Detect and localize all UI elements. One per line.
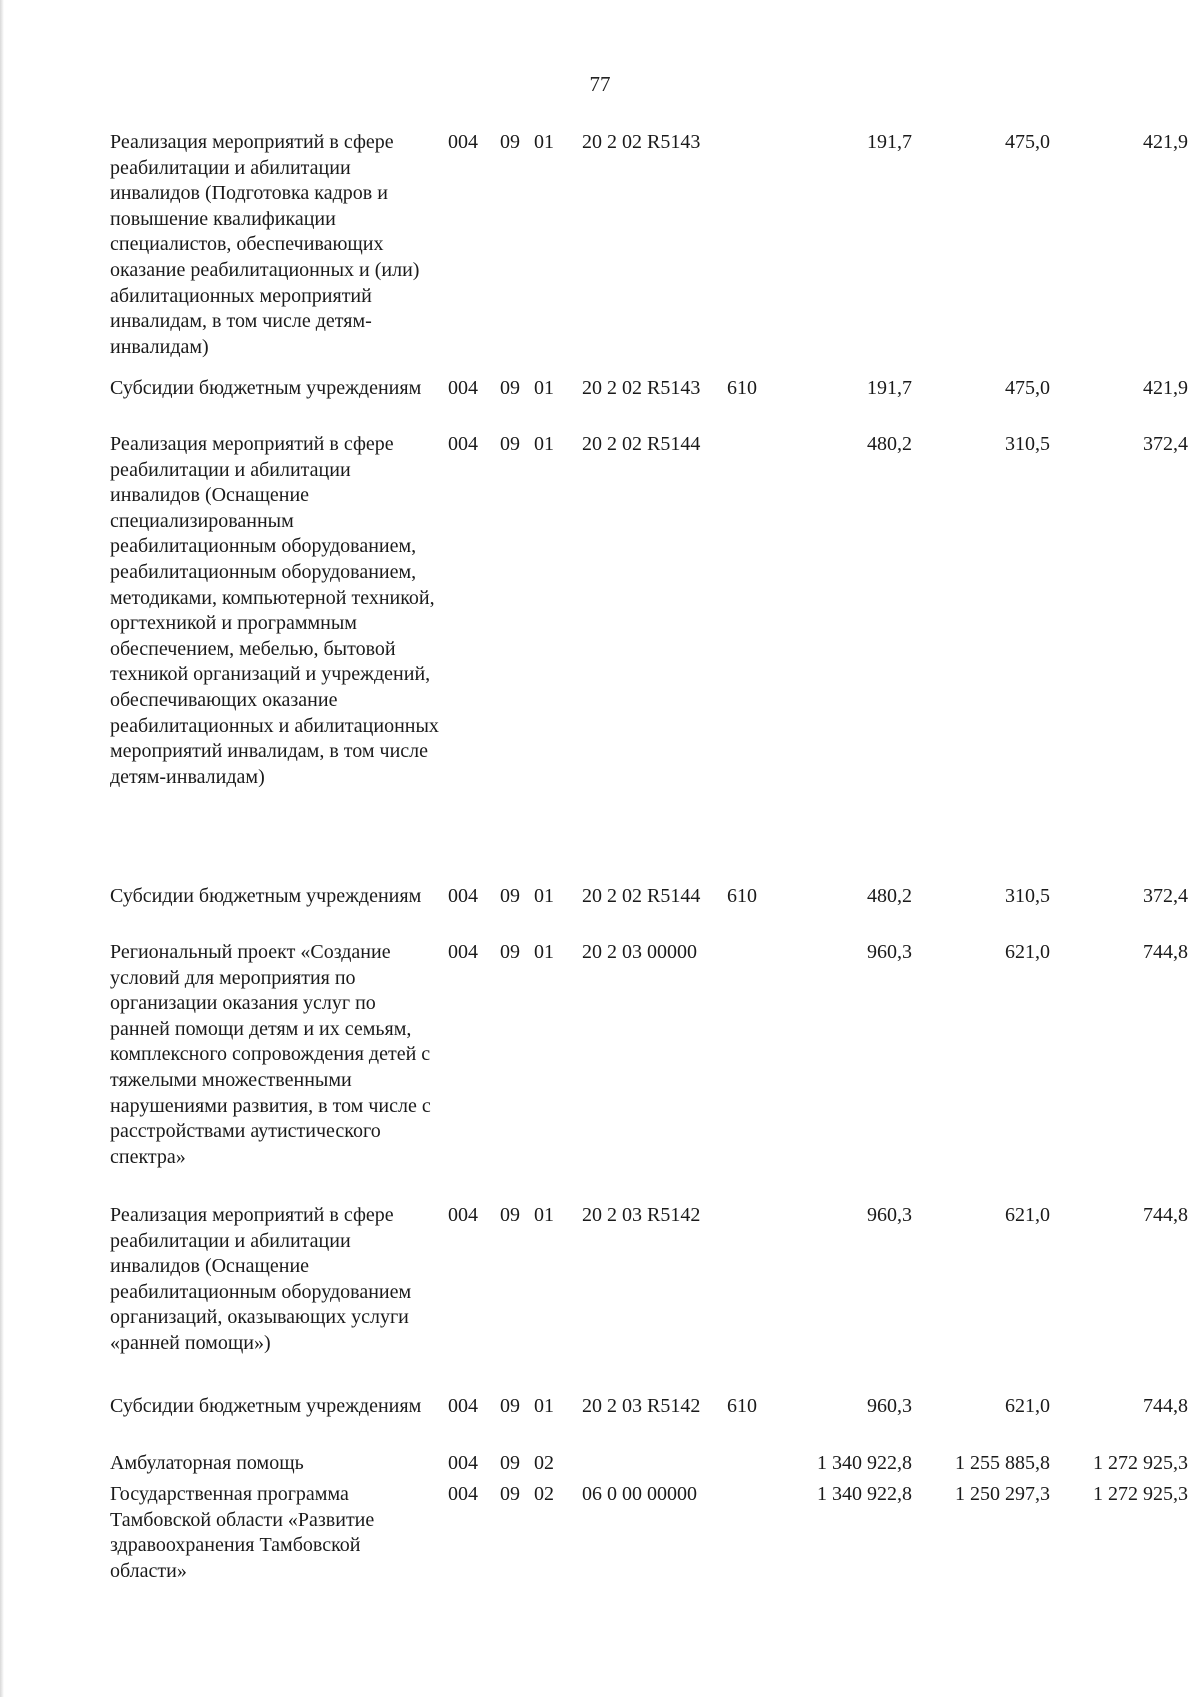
subsection-code: 01	[534, 131, 554, 153]
amount-year-1: 960,3	[867, 1204, 912, 1226]
amount-year-1: 480,2	[867, 885, 912, 907]
grbs-code: 004	[448, 377, 478, 399]
row-name: Реализация мероприятий в сфере реабилитации и абилитации инвалидов (Подготовка кадров и повышение квалификации специалистов, обеспечивающих оказание реабилитационных и (или) абилитационных мероприятий инвалидам, в том числе детям-инвалидам)	[110, 131, 420, 358]
amount-year-2: 621,0	[1005, 941, 1050, 963]
grbs-code: 004	[448, 1483, 478, 1505]
grbs-code: 004	[448, 1395, 478, 1417]
section-code: 09	[500, 941, 520, 963]
target-article-code: 20 2 02 R5144	[582, 885, 701, 907]
amount-year-1: 1 340 922,8	[817, 1452, 912, 1474]
subsection-code: 01	[534, 433, 554, 455]
subsection-code: 01	[534, 885, 554, 907]
subsection-code: 02	[534, 1452, 554, 1474]
section-code: 09	[500, 1204, 520, 1226]
amount-year-3: 372,4	[1143, 433, 1188, 455]
target-article-code: 06 0 00 00000	[582, 1483, 697, 1505]
grbs-code: 004	[448, 1452, 478, 1474]
amount-year-3: 372,4	[1143, 885, 1188, 907]
amount-year-3: 744,8	[1143, 941, 1188, 963]
amount-year-2: 621,0	[1005, 1204, 1050, 1226]
amount-year-3: 421,9	[1143, 131, 1188, 153]
scan-edge	[0, 0, 4, 1697]
amount-year-3: 421,9	[1143, 377, 1188, 399]
row-name: Реализация мероприятий в сфере реабилитации и абилитации инвалидов (Оснащение специализированным реабилитационным оборудованием, реабилитационным оборудованием, методиками, компьютерной техникой, оргтехникой и программным обеспечением, мебелью, бытовой техникой организаций и учреждений, обеспечивающих оказание реабилитационных и абилитационных мероприятий инвалидам, в том числе детям-инвалидам)	[110, 433, 439, 788]
subsection-code: 01	[534, 1204, 554, 1226]
section-code: 09	[500, 131, 520, 153]
expense-type-code: 610	[727, 885, 757, 907]
target-article-code: 20 2 03 R5142	[582, 1395, 701, 1417]
subsection-code: 02	[534, 1483, 554, 1505]
section-code: 09	[500, 1452, 520, 1474]
page-number: 77	[589, 72, 611, 96]
row-name: Реализация мероприятий в сфере реабилитации и абилитации инвалидов (Оснащение реабилитационным оборудованием организаций, оказывающих услуги «ранней помощи»)	[110, 1204, 412, 1354]
amount-year-1: 1 340 922,8	[817, 1483, 912, 1505]
row-name: Субсидии бюджетным учреждениям	[110, 1395, 422, 1417]
target-article-code: 20 2 02 R5143	[582, 377, 701, 399]
amount-year-2: 1 255 885,8	[955, 1452, 1050, 1474]
amount-year-2: 621,0	[1005, 1395, 1050, 1417]
subsection-code: 01	[534, 1395, 554, 1417]
row-name: Амбулаторная помощь	[110, 1452, 304, 1474]
amount-year-1: 191,7	[867, 131, 912, 153]
amount-year-3: 744,8	[1143, 1204, 1188, 1226]
grbs-code: 004	[448, 885, 478, 907]
section-code: 09	[500, 377, 520, 399]
amount-year-1: 480,2	[867, 433, 912, 455]
target-article-code: 20 2 03 00000	[582, 941, 697, 963]
row-name: Региональный проект «Создание условий для мероприятия по организации оказания услуг по ранней помощи детям и их семьям, комплексного сопровождения детей с тяжелыми множественными нарушениями развития, в том числе с расстройствами аутистического спектра»	[110, 941, 431, 1168]
section-code: 09	[500, 885, 520, 907]
row-name: Субсидии бюджетным учреждениям	[110, 377, 422, 399]
row-name: Субсидии бюджетным учреждениям	[110, 885, 422, 907]
grbs-code: 004	[448, 941, 478, 963]
amount-year-2: 310,5	[1005, 433, 1050, 455]
amount-year-3: 1 272 925,3	[1093, 1452, 1188, 1474]
expense-type-code: 610	[727, 377, 757, 399]
expense-type-code: 610	[727, 1395, 757, 1417]
section-code: 09	[500, 433, 520, 455]
amount-year-1: 960,3	[867, 1395, 912, 1417]
target-article-code: 20 2 03 R5142	[582, 1204, 701, 1226]
amount-year-1: 191,7	[867, 377, 912, 399]
amount-year-3: 1 272 925,3	[1093, 1483, 1188, 1505]
section-code: 09	[500, 1483, 520, 1505]
amount-year-1: 960,3	[867, 941, 912, 963]
amount-year-2: 1 250 297,3	[955, 1483, 1050, 1505]
row-name: Государственная программа Тамбовской области «Развитие здравоохранения Тамбовской области»	[110, 1483, 375, 1582]
target-article-code: 20 2 02 R5143	[582, 131, 701, 153]
target-article-code: 20 2 02 R5144	[582, 433, 701, 455]
amount-year-2: 310,5	[1005, 885, 1050, 907]
amount-year-2: 475,0	[1005, 131, 1050, 153]
section-code: 09	[500, 1395, 520, 1417]
grbs-code: 004	[448, 433, 478, 455]
grbs-code: 004	[448, 131, 478, 153]
subsection-code: 01	[534, 941, 554, 963]
amount-year-3: 744,8	[1143, 1395, 1188, 1417]
subsection-code: 01	[534, 377, 554, 399]
amount-year-2: 475,0	[1005, 377, 1050, 399]
grbs-code: 004	[448, 1204, 478, 1226]
